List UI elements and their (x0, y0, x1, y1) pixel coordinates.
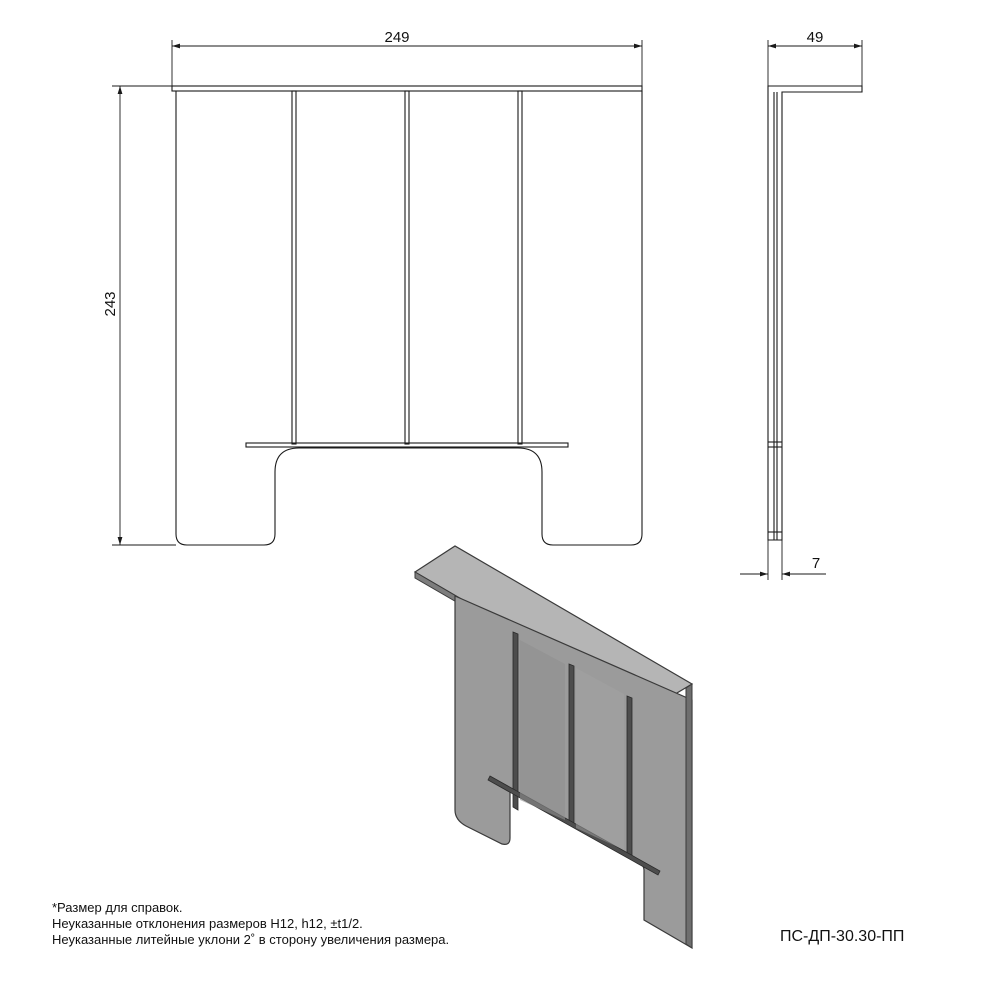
render-rib-1 (513, 632, 518, 810)
front-top-bar (172, 86, 642, 91)
render-face-shade (520, 640, 565, 820)
note-draft-angles: Неуказанные литейные уклони 2˚ в сторону увеличения размера. (52, 932, 450, 947)
front-view (172, 86, 642, 545)
side-outline (768, 86, 862, 540)
render-rib-3 (627, 696, 632, 858)
isometric-render (415, 546, 692, 948)
note-tolerances: Неуказанные отклонения размеров H12, h12, ±t1/2. (52, 916, 363, 931)
width-dimension (172, 40, 642, 86)
depth-dimension-label: 49 (806, 29, 824, 46)
flange-dimension-label: 7 (811, 555, 821, 572)
width-dimension-label: 249 (384, 29, 410, 46)
part-code-label: ПС-ДП-30.30-ПП (780, 928, 905, 945)
side-view (768, 86, 862, 540)
front-rib-1 (292, 91, 296, 444)
height-dimension (112, 86, 176, 545)
note-reference-size: *Размер для справок. (52, 900, 183, 915)
render-face-shade-2 (576, 668, 624, 850)
depth-dimension (768, 40, 862, 86)
notes-block (52, 900, 449, 948)
front-rib-2 (405, 91, 409, 444)
front-rib-3 (518, 91, 522, 444)
render-rib-2 (569, 664, 574, 827)
render-side-panel (686, 684, 692, 948)
height-dimension-label: 243 (102, 291, 119, 317)
